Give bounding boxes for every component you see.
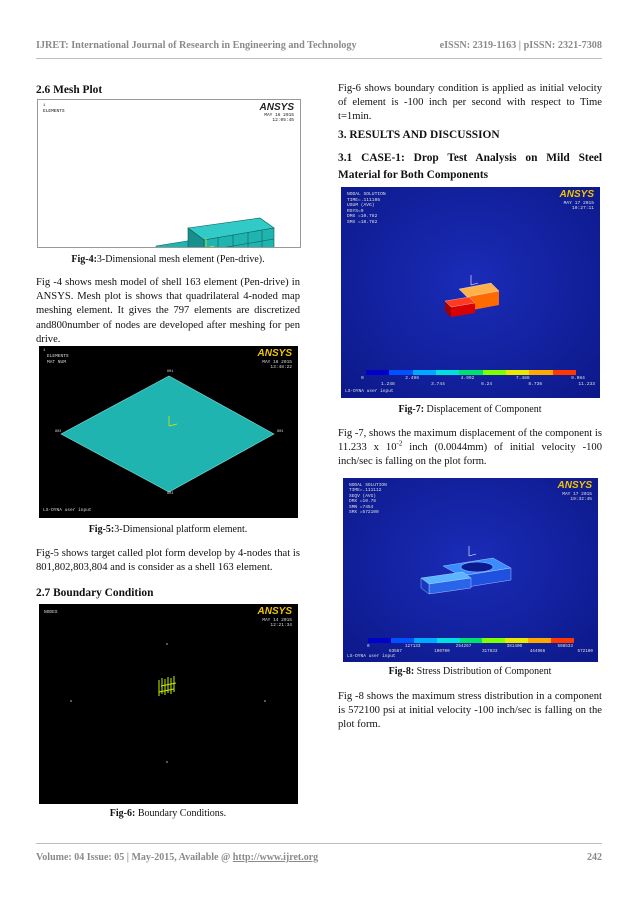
paragraph-fig6: Fig-6 shows boundary condition is applied as initial velocity of element is -100 inch per second with respect to Time t=1min. xyxy=(338,83,602,123)
fig7-displacement-plot: NODAL SOLUTION TIME=.111105 USUM (AVG) RSYS=0 DMX =10.782 SMX =10.782 ANSYS MAY 17 2015 19:27:11 0 2.496 4.992 7.488 9.984 1.248 3.744 6.24 8.736 11.233 LS-DYNA user input xyxy=(341,187,600,398)
page-number: 242 xyxy=(587,852,602,863)
pen-drive-mesh xyxy=(38,100,300,247)
fig8-caption: Fig-8: Stress Distribution of Component xyxy=(388,666,552,677)
section-2-6-title: 2.6 Mesh Plot xyxy=(36,84,103,96)
color-legend xyxy=(368,638,574,643)
fig4-mesh-plot: 1 ELEMENTS ANSYS MAY 16 2015 12:05:45 xyxy=(37,99,301,248)
fig8-info: NODAL SOLUTION TIME=.111112 SEQV (AVG) DMX =10.78 SMN =7454 SMX =572100 xyxy=(349,483,387,516)
fig4-time: 12:05:45 xyxy=(272,118,294,123)
page-footer xyxy=(36,852,602,863)
fig4-caption: Fig-4:3-Dimensional mesh element (Pen-drive). xyxy=(71,254,265,265)
ansys-logo: ANSYS xyxy=(559,189,594,200)
fig4-label: ELEMENTS xyxy=(43,109,65,114)
issn-info: eISSN: 2319-1163 | pISSN: 2321-7308 xyxy=(439,40,602,51)
section-2-7-title: 2.7 Boundary Condition xyxy=(36,587,154,599)
boundary-nodes xyxy=(39,604,298,804)
fig7-caption: Fig-7: Displacement of Component xyxy=(398,404,542,415)
footer-rule xyxy=(36,843,602,844)
fig6-caption: Fig-6: Boundary Conditions. xyxy=(109,808,227,819)
fig7-info: NODAL SOLUTION TIME=.111105 USUM (AVG) RSYS=0 DMX =10.782 SMX =10.782 xyxy=(347,192,386,225)
section-3-1-title: 3.1 CASE-1: Drop Test Analysis on Mild Steel Material for Both Components xyxy=(338,152,602,181)
legend-values-bottom: 63567 190700 317833 444966 572100 xyxy=(389,649,593,654)
ansys-logo: ANSYS xyxy=(257,348,292,359)
volume-info: Volume: 04 Issue: 05 | May-2015, Available @ http://www.ijret.org xyxy=(36,852,319,863)
paragraph-fig4: Fig -4 shows mesh model of shell 163 element (Pen-drive) in ANSYS. Mesh plot is shows that quadrilateral 4-noded map meshing element. It gives the 797 elements are discretized and800number of nodes are developed after meshing for pen drive. xyxy=(36,277,300,345)
stress-contour xyxy=(343,478,598,662)
section-3-title: 3. RESULTS AND DISCUSSION xyxy=(338,129,500,141)
page-header xyxy=(36,40,602,51)
legend-values-top: 0 127133 254267 381400 508533 xyxy=(367,644,573,649)
fig4-date: MAY 16 2015 xyxy=(264,113,294,118)
ansys-logo: ANSYS xyxy=(557,480,592,491)
paragraph-fig7: Fig -7, shows the maximum displacement of the component is 11.233 x $10^{-2}$ inch (0.0044mm) of initial velocity -100 inch/sec is falling on the plot form. xyxy=(338,428,602,468)
journal-link[interactable]: http://www.ijret.org xyxy=(232,852,319,863)
color-legend xyxy=(366,370,576,375)
paragraph-fig8: Fig -8 shows the maximum stress distribution in a component is 572100 psi at initial velocity -100 inch/sec is falling on the plot form. xyxy=(338,691,602,731)
ansys-logo: ANSYS xyxy=(259,102,294,113)
journal-title: IJRET: International Journal of Research in Engineering and Technology xyxy=(36,40,357,51)
fig6-boundary-plot: NODES ANSYS MAY 14 2015 12:21:34 xyxy=(39,604,298,804)
header-rule xyxy=(36,58,602,59)
legend-values-bottom: 1.248 3.744 6.24 8.736 11.233 xyxy=(381,382,595,387)
fig5-caption: Fig-5:3-Dimensional platform element. xyxy=(88,524,248,535)
fig5-platform-plot: 1 ELEMENTS MAT NUM ANSYS MAY 16 2015 13:48:22 801 802 804 803 LS-DYNA user input xyxy=(39,346,298,518)
paragraph-fig5: Fig-5 shows target called plot form develop by 4-nodes that is 801,802,803,804 and is consider as a shell 163 element. xyxy=(36,548,300,574)
displacement-contour xyxy=(341,187,600,398)
fig8-stress-plot: NODAL SOLUTION TIME=.111112 SEQV (AVG) DMX =10.78 SMN =7454 SMX =572100 ANSYS MAY 17 2015 19:32:45 0 127133 254267 381400 508533 63567 190700 317833 444966 572100 LS-DYNA user input xyxy=(343,478,598,662)
ansys-logo: ANSYS xyxy=(257,606,292,617)
legend-values-top: 0 2.496 4.992 7.488 9.984 xyxy=(361,376,585,381)
